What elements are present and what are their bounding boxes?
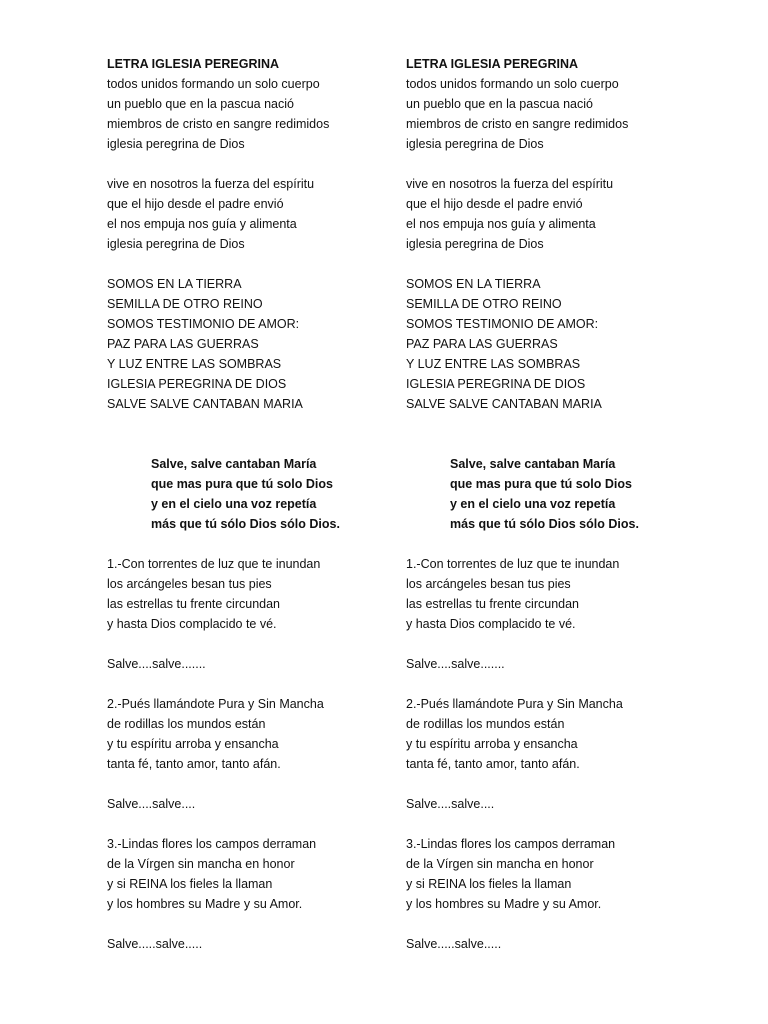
stanza1-line: los arcángeles besan tus pies [406,577,571,591]
refrain1-line: Salve....salve....... [107,657,206,671]
verse3-line: SEMILLA DE OTRO REINO [107,297,263,311]
verse2-line: vive en nosotros la fuerza del espíritu [406,177,614,191]
stanza3-line: 3.-Lindas flores los campos derraman [406,837,616,851]
stanza2-line: de rodillas los mundos están [107,717,266,731]
stanza2-line: y tu espíritu arroba y ensancha [107,737,279,751]
stanza3-line: de la Vírgen sin mancha en honor [107,857,295,871]
stanza3-line: y si REINA los fieles la llaman [107,877,273,891]
refrain2-line: Salve....salve.... [406,797,495,811]
verse3-line: IGLESIA PEREGRINA DE DIOS [406,377,586,391]
song-title: LETRA IGLESIA PEREGRINA [406,57,579,71]
lyrics-column-left [107,54,437,954]
verse2-line: que el hijo desde el padre envió [107,197,284,211]
chorus-line: que mas pura que tú solo Dios [450,477,632,491]
chorus-line: Salve, salve cantaban María [450,457,616,471]
verse1-line: miembros de cristo en sangre redimidos [107,117,330,131]
stanza3-line: y los hombres su Madre y su Amor. [107,897,303,911]
stanza1-line: las estrellas tu frente circundan [406,597,580,611]
verse1-line: todos unidos formando un solo cuerpo [406,77,619,91]
stanza1-line: 1.-Con torrentes de luz que te inundan [107,557,321,571]
stanza2-line: 2.-Pués llamándote Pura y Sin Mancha [406,697,623,711]
verse3-line: Y LUZ ENTRE LAS SOMBRAS [406,357,581,371]
stanza2-line: tanta fé, tanto amor, tanto afán. [406,757,580,771]
verse3-line: SOMOS EN LA TIERRA [406,277,541,291]
chorus-line: y en el cielo una voz repetía [450,497,616,511]
stanza3-line: de la Vírgen sin mancha en honor [406,857,594,871]
chorus-line: y en el cielo una voz repetía [151,497,317,511]
stanza1-line: y hasta Dios complacido te vé. [107,617,277,631]
verse3-line: SEMILLA DE OTRO REINO [406,297,562,311]
verse3-line: Y LUZ ENTRE LAS SOMBRAS [107,357,282,371]
stanza2-line: 2.-Pués llamándote Pura y Sin Mancha [107,697,324,711]
stanza3-line: y si REINA los fieles la llaman [406,877,572,891]
verse3-line: SOMOS EN LA TIERRA [107,277,242,291]
verse1-line: iglesia peregrina de Dios [406,137,544,151]
verse3-line: IGLESIA PEREGRINA DE DIOS [107,377,287,391]
chorus-line: más que tú sólo Dios sólo Dios. [450,517,639,531]
verse2-line: que el hijo desde el padre envió [406,197,583,211]
verse3-line: PAZ PARA LAS GUERRAS [406,337,558,351]
verse1-line: todos unidos formando un solo cuerpo [107,77,320,91]
verse3-line: SOMOS TESTIMONIO DE AMOR: [406,317,599,331]
verse2-line: iglesia peregrina de Dios [406,237,544,251]
stanza2-line: y tu espíritu arroba y ensancha [406,737,578,751]
stanza2-line: de rodillas los mundos están [406,717,565,731]
verse2-line: iglesia peregrina de Dios [107,237,245,251]
verse2-line: el nos empuja nos guía y alimenta [107,217,297,231]
verse3-line: SOMOS TESTIMONIO DE AMOR: [107,317,300,331]
chorus-line: que mas pura que tú solo Dios [151,477,333,491]
refrain2-line: Salve....salve.... [107,797,196,811]
lyrics-column-right [406,54,736,954]
refrain3-line: Salve.....salve..... [406,937,502,951]
verse1-line: iglesia peregrina de Dios [107,137,245,151]
stanza3-line: y los hombres su Madre y su Amor. [406,897,602,911]
verse1-line: miembros de cristo en sangre redimidos [406,117,629,131]
stanza1-line: y hasta Dios complacido te vé. [406,617,576,631]
stanza1-line: las estrellas tu frente circundan [107,597,281,611]
chorus-line: Salve, salve cantaban María [151,457,317,471]
stanza2-line: tanta fé, tanto amor, tanto afán. [107,757,281,771]
verse3-line: SALVE SALVE CANTABAN MARIA [107,397,303,411]
stanza3-line: 3.-Lindas flores los campos derraman [107,837,317,851]
verse2-line: el nos empuja nos guía y alimenta [406,217,596,231]
stanza1-line: los arcángeles besan tus pies [107,577,272,591]
verse2-line: vive en nosotros la fuerza del espíritu [107,177,315,191]
verse3-line: PAZ PARA LAS GUERRAS [107,337,259,351]
verse1-line: un pueblo que en la pascua nació [406,97,593,111]
refrain3-line: Salve.....salve..... [107,937,203,951]
verse1-line: un pueblo que en la pascua nació [107,97,294,111]
refrain1-line: Salve....salve....... [406,657,505,671]
song-title: LETRA IGLESIA PEREGRINA [107,57,280,71]
verse3-line: SALVE SALVE CANTABAN MARIA [406,397,602,411]
stanza1-line: 1.-Con torrentes de luz que te inundan [406,557,620,571]
chorus-line: más que tú sólo Dios sólo Dios. [151,517,340,531]
